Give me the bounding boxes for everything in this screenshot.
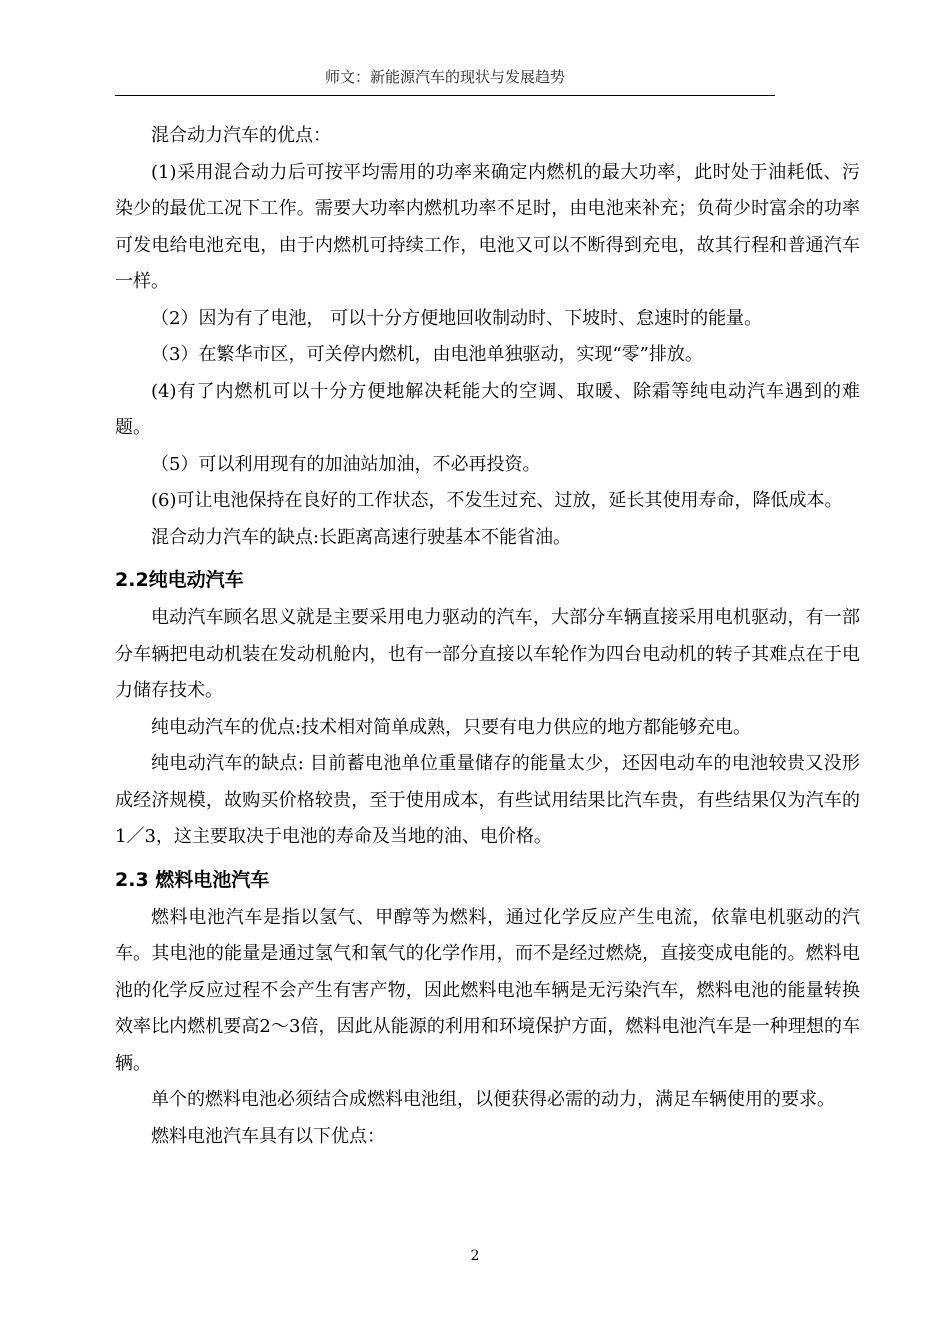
hybrid-pro-item: （3）在繁华市区，可关停内燃机，由电池单独驱动，实现“零”排放。	[151, 344, 703, 365]
hybrid-pro-item: (1)采用混合动力后可按平均需用的功率来确定内燃机的最大功率，此时处于油耗低、污染少的最优工况下工作。需要大功率内燃机功率不足时，由电池来补充；负荷少时富余的功率可发电给电池充电，由于内燃机可持续工作，电池又可以不断得到充电，故其行程和普通汽车一样。	[115, 161, 860, 292]
ev-paragraph: 纯电动汽车的优点:技术相对简单成熟，只要有电力供应的地方都能够充电。	[151, 716, 752, 738]
running-header: 师文：新能源汽车的现状与发展趋势	[324, 68, 565, 86]
document-body	[115, 118, 860, 1155]
hybrid-pro-item: （2）因为有了电池， 可以十分方便地回收制动时、下坡时、怠速时的能量。	[151, 307, 763, 329]
hybrid-pros-title: 混合动力汽车的优点：	[151, 125, 331, 146]
section-heading-ev: 2.2纯电动汽车	[115, 569, 244, 591]
ev-paragraph: 电动汽车顾名思义就是主要采用电力驱动的汽车，大部分车辆直接采用电机驱动，有一部分车辆把电动机装在发动机舱内，也有一部分直接以车轮作为四台电动机的转子其难点在于电力储存技术。	[115, 607, 860, 701]
fuel-cell-paragraph: 单个的燃料电池必须结合成燃料电池组，以便获得必需的动力，满足车辆使用的要求。	[151, 1089, 835, 1110]
hybrid-pro-item: （5）可以利用现有的加油站加油，不必再投资。	[151, 453, 541, 475]
fuel-cell-paragraph: 燃料电池汽车是指以氢气、甲醇等为燃料，通过化学反应产生电流，依靠电机驱动的汽车。其电池的能量是通过氢气和氧气的化学作用，而不是经过燃烧，直接变成电能的。燃料电池的化学反应过程不会产生有害产物，因此燃料电池车辆是无污染汽车，燃料电池的能量转换效率比内燃机要高2～3倍，因此从能源的利用和环境保护方面，燃料电池汽车是一种理想的车辆。	[115, 906, 860, 1074]
hybrid-cons: 混合动力汽车的缺点:长距离高速行驶基本不能省油。	[151, 526, 572, 548]
hybrid-pro-item: (6)可让电池保持在良好的工作状态，不发生过充、过放，延长其使用寿命，降低成本。	[151, 490, 843, 511]
ev-paragraph: 纯电动汽车的缺点: 目前蓄电池单位重量储存的能量太少，还因电动车的电池较贵又没形成经济规模，故购买价格较贵，至于使用成本，有些试用结果比汽车贵，有些结果仅为汽车的1／3，这主要取决于电池的寿命及当地的油、电价格。	[115, 753, 860, 847]
hybrid-pro-item: (4)有了内燃机可以十分方便地解决耗能大的空调、取暖、除霜等纯电动汽车遇到的难题。	[115, 380, 860, 438]
header-divider	[115, 95, 775, 96]
section-heading-fuel-cell: 2.3 燃料电池汽车	[115, 868, 270, 891]
page-number: 2	[470, 1248, 480, 1264]
fuel-cell-paragraph: 燃料电池汽车具有以下优点：	[151, 1125, 385, 1147]
